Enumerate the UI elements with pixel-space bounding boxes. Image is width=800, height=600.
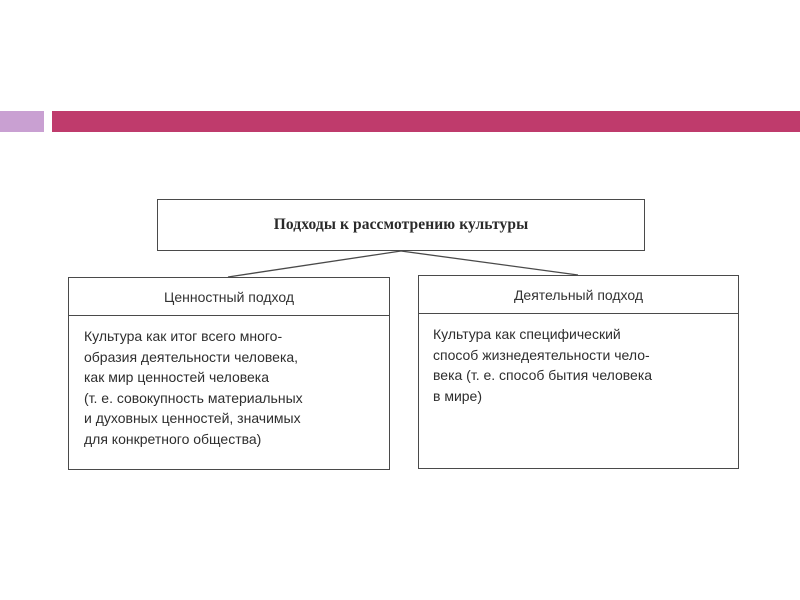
activity-approach-line: века (т. е. способ бытия человека: [433, 367, 653, 383]
header-accent-bar-light: [0, 111, 44, 132]
value-approach-heading-box: [68, 277, 390, 316]
activity-approach-line: способ жизнедеятельности чело-: [433, 346, 650, 363]
header-accent-bar-dark: [52, 111, 800, 132]
connector-right: [401, 251, 578, 275]
activity-approach-heading: Деятельный подход: [513, 286, 644, 303]
activity-approach-heading-box: [418, 275, 739, 314]
value-approach-description-box: [68, 315, 390, 470]
value-approach-line: образия деятельности человека,: [84, 348, 299, 365]
value-approach-line: и духовных ценностей, значимых: [84, 410, 301, 426]
diagram-title: Подходы к рассмотрению культуры: [273, 216, 529, 233]
activity-approach-line: в мире): [433, 387, 483, 404]
value-approach-line: для конкретного общества): [84, 430, 262, 447]
connector-left: [228, 251, 401, 277]
value-approach-line: Культура как итог всего много-: [84, 328, 283, 344]
value-approach-line: как мир ценностей человека: [84, 369, 270, 385]
activity-approach-line: Культура как специфический: [433, 326, 621, 342]
value-approach-line: (т. е. совокупность материальных: [84, 389, 303, 406]
diagram-title-box: [157, 199, 645, 251]
value-approach-heading: Ценностный подход: [163, 288, 295, 305]
activity-approach-description-box: [418, 313, 739, 469]
